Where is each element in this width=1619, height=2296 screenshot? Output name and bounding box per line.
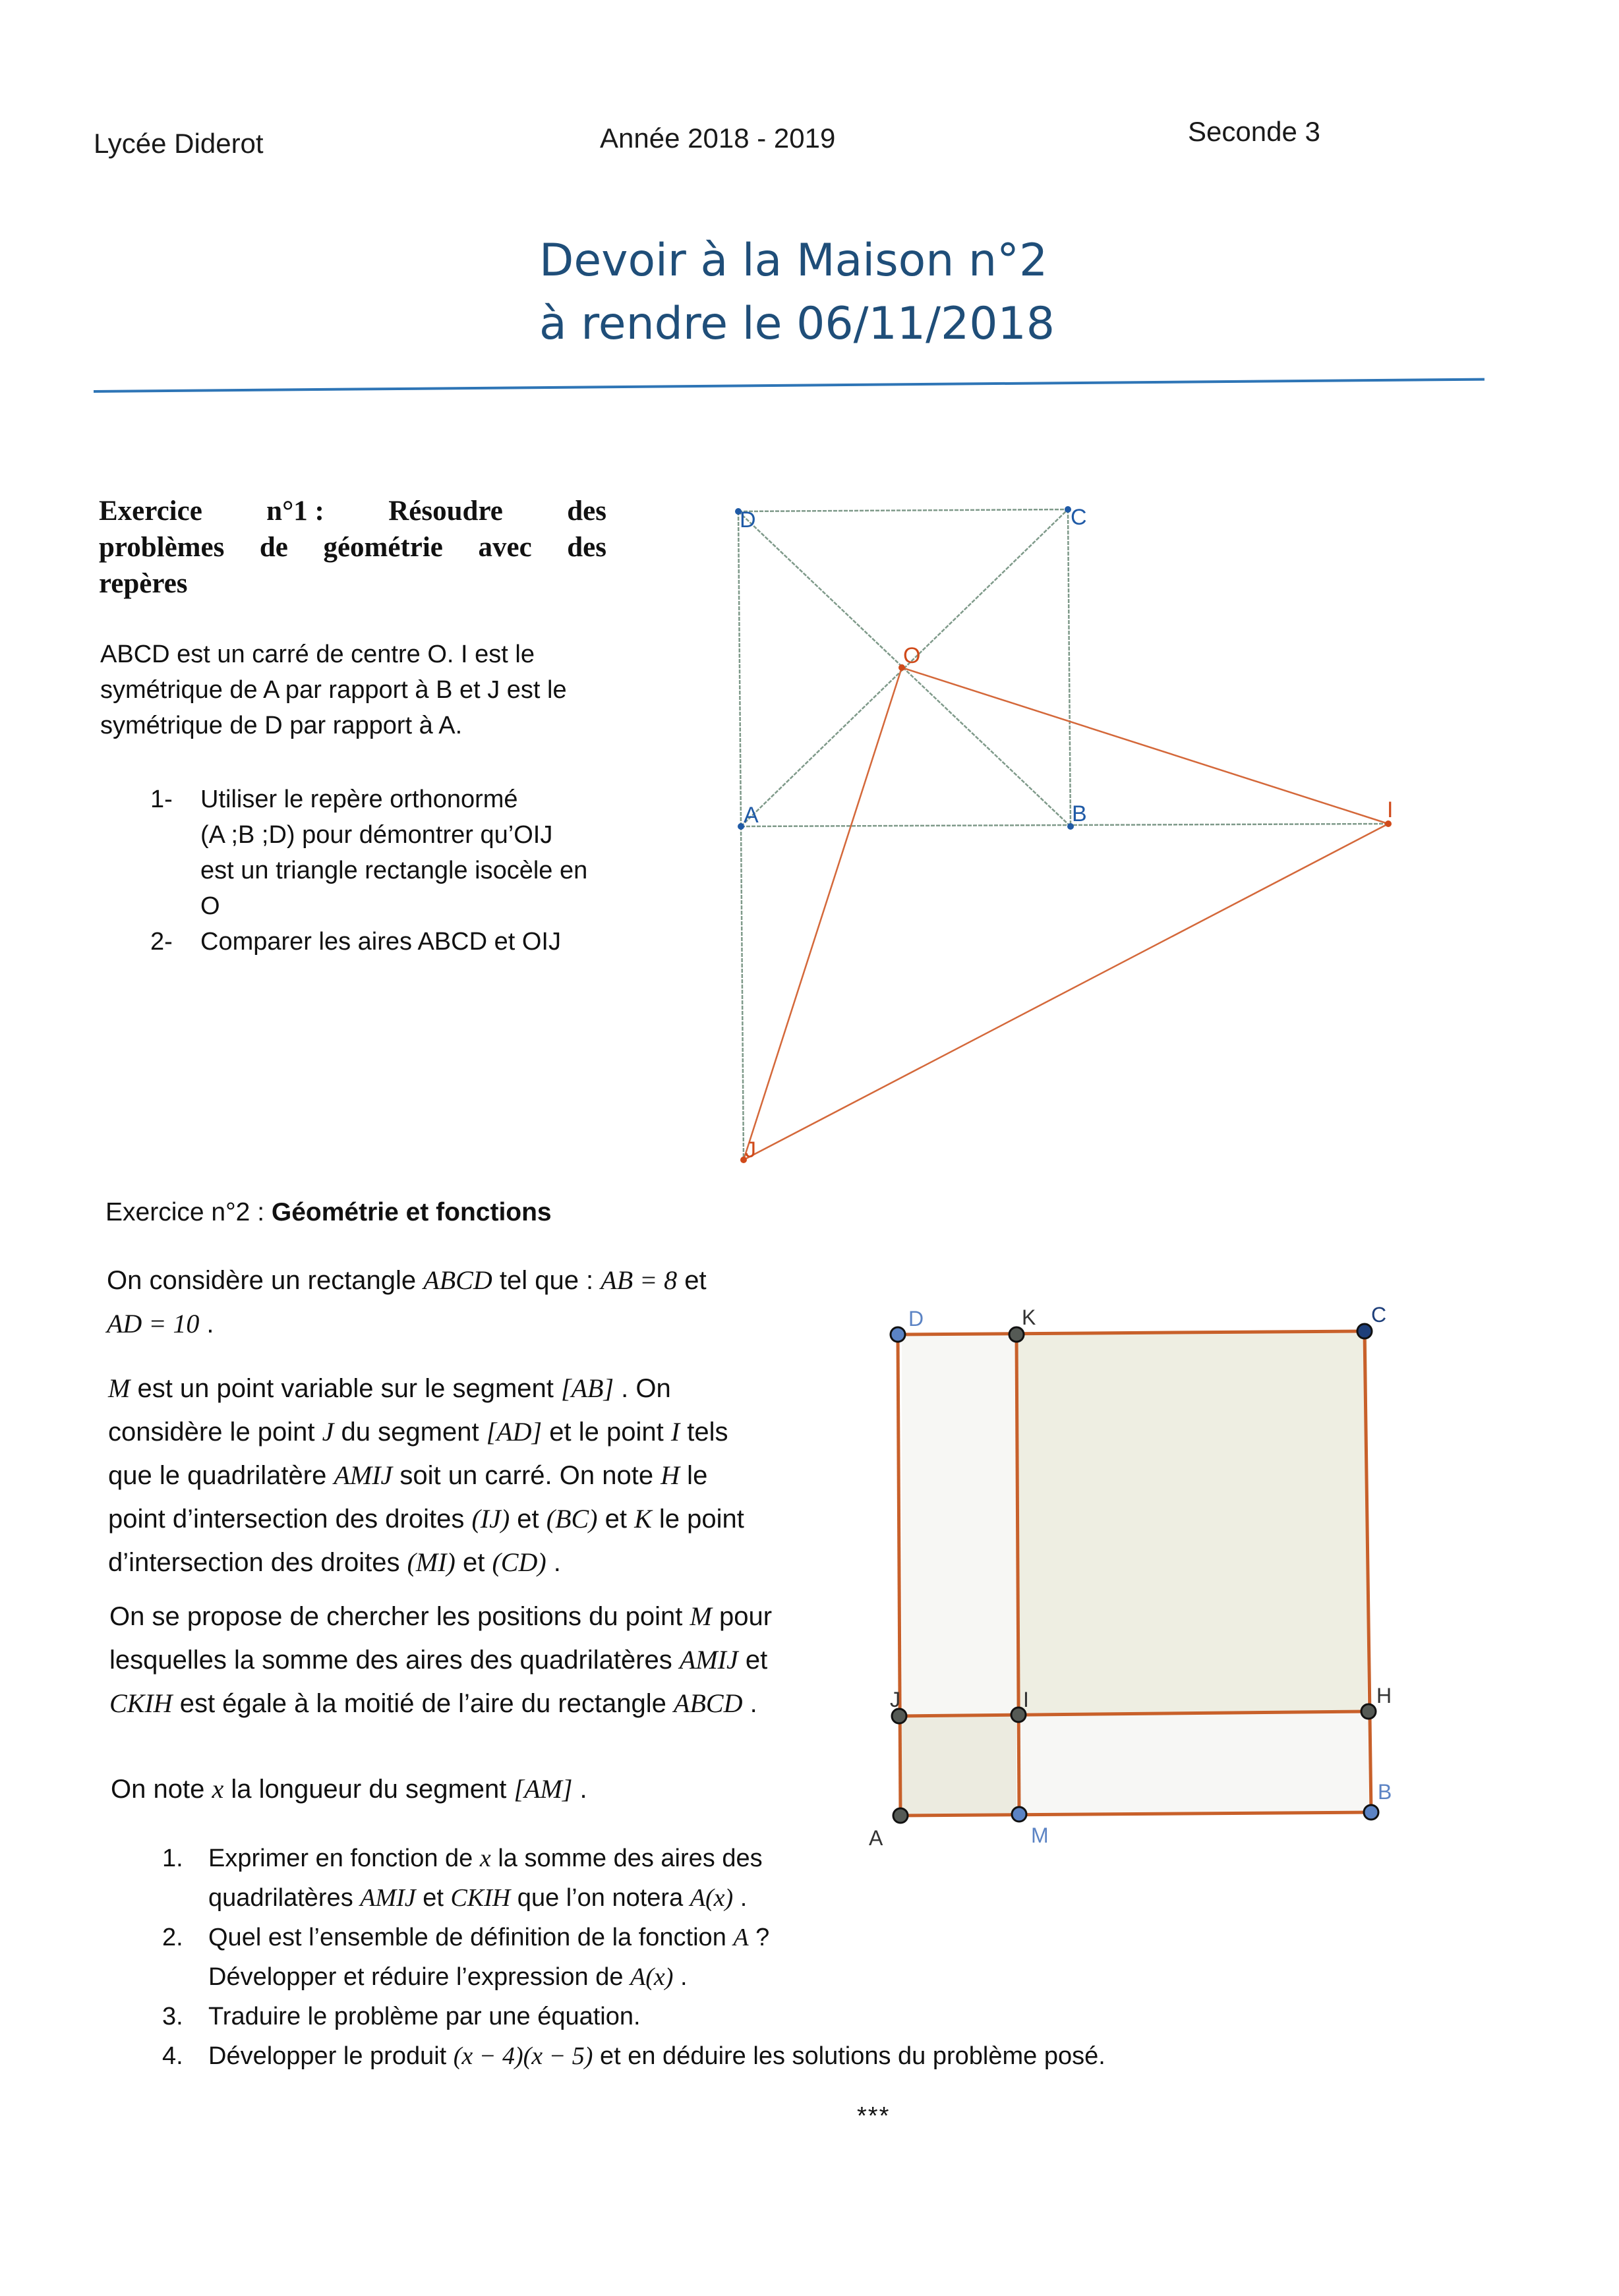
- title-line-2: à rendre le 06/11/2018: [539, 298, 1055, 350]
- segment-oj: [744, 668, 902, 1160]
- exercise1-title-line1: Exercice n°1 : Résoudre des: [99, 496, 606, 527]
- label-a: A: [869, 1826, 883, 1850]
- exercise1-title-line2: problèmes de géométrie avec des: [99, 532, 606, 563]
- label-i: I: [1023, 1688, 1029, 1711]
- region-amij: [902, 1715, 1016, 1815]
- exercise2-paragraph-4: On note x la longueur du segment [AM] .: [111, 1774, 587, 1804]
- region-left-strip: [902, 1335, 1016, 1723]
- exercise2-paragraph-3: On se propose de chercher les positions du point M pour lesquelles la somme des aires des quadrilatères AMIJ et CKIH est égale à la moitié de l’aire du rectangle ABCD .: [109, 1601, 773, 1718]
- exercise1-questions: [150, 782, 638, 960]
- page-title: [539, 229, 1055, 356]
- region-ckih: [1016, 1333, 1367, 1713]
- exercise1-question-1: 1- Utiliser le repère orthonormé (A ;B ;D) pour démontrer qu’OIJ est un triangle rectangle isocèle en O: [150, 786, 588, 920]
- exercise2-questions: [162, 1839, 1283, 2076]
- label-b: B: [1072, 801, 1087, 826]
- segment-ij: [744, 824, 1388, 1160]
- region-bottom-strip: [1018, 1713, 1371, 1814]
- point-m: [1012, 1807, 1026, 1822]
- exercise2-title: Exercice n°2 : Géométrie et fonctions: [105, 1198, 552, 1226]
- title-divider: [94, 378, 1485, 393]
- label-c: C: [1371, 1303, 1387, 1327]
- label-d: D: [908, 1307, 924, 1331]
- segment-ai: [741, 824, 1388, 826]
- point-a: [893, 1808, 908, 1823]
- exercise2-question-4: 4. Développer le produit (x − 4)(x − 5) et en déduire les solutions du problème posé.: [162, 2042, 1105, 2070]
- segment-cb: [1068, 509, 1071, 826]
- exercise2-question-3: 3. Traduire le problème par une équation.: [162, 2003, 641, 2030]
- exercise1-figure: [712, 481, 1437, 1193]
- segment-dc: [738, 509, 1068, 511]
- label-o: O: [903, 643, 921, 668]
- exercise2-paragraph-1: On considère un rectangle ABCD tel que : AB = 8 et AD = 10 .: [107, 1265, 707, 1338]
- label-c: C: [1071, 505, 1087, 530]
- segment-da: [898, 1335, 900, 1816]
- segment-aj: [741, 826, 744, 1160]
- point-h: [1361, 1704, 1376, 1719]
- title-line-1: Devoir à la Maison n°2: [539, 235, 1048, 287]
- label-b: B: [1378, 1780, 1392, 1804]
- school-name: Lycée Diderot: [94, 128, 264, 159]
- label-j: J: [890, 1688, 900, 1711]
- label-j: J: [745, 1137, 756, 1162]
- point-k: [1009, 1327, 1024, 1342]
- label-d: D: [740, 507, 756, 532]
- exercise1-title-line3: repères: [99, 568, 188, 599]
- label-m: M: [1031, 1823, 1049, 1847]
- exercise2-question-2: 2. Quel est l’ensemble de définition de la fonction A ? Développer et réduire l’expression de A(x) .: [162, 1924, 770, 1991]
- exercise2-figure: [857, 1278, 1437, 1858]
- label-a: A: [744, 803, 759, 828]
- segment-oi: [902, 668, 1388, 824]
- exercise1-statement: ABCD est un carré de centre O. I est le symétrique de A par rapport à B et J est le symétrique de D par rapport à A.: [100, 641, 567, 739]
- label-h: H: [1376, 1684, 1392, 1708]
- point-d: [891, 1327, 905, 1342]
- school-year: Année 2018 - 2019: [600, 123, 836, 154]
- end-mark: ***: [857, 2102, 891, 2130]
- class-name: Seconde 3: [1188, 116, 1320, 147]
- segment-da: [738, 511, 741, 826]
- exercise1-title: [99, 493, 606, 602]
- exercise2-paragraph-2: M est un point variable sur le segment [AB] . On considère le point J du segment [AD] et le point I tels que le quadrilatère AMIJ soit un carré. On note H le point d’intersection des droites (IJ) et (BC) et K le point d’intersection des droites (MI) et (CD) .: [108, 1373, 744, 1577]
- label-k: K: [1022, 1306, 1036, 1329]
- point-c: [1357, 1324, 1372, 1338]
- label-i: I: [1387, 797, 1394, 822]
- exercise2-question-1: 1. Exprimer en fonction de x la somme des aires des quadrilatères AMIJ et CKIH que l’on notera A(x) .: [162, 1845, 763, 1912]
- exercise1-question-2: 2- Comparer les aires ABCD et OIJ: [150, 928, 561, 956]
- point-b: [1364, 1805, 1378, 1820]
